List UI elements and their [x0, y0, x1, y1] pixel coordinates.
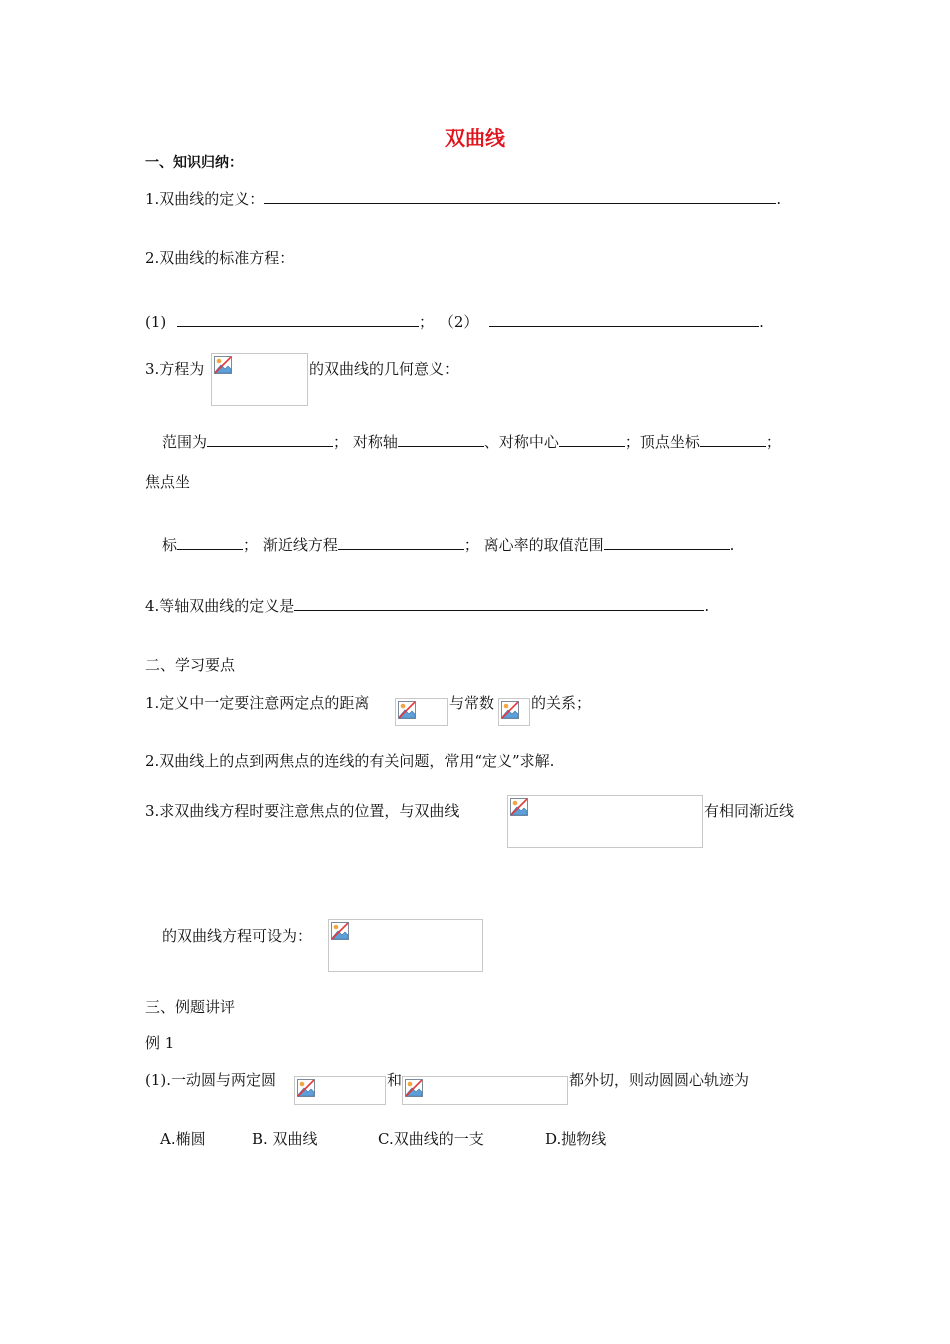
distance-image: [395, 698, 448, 726]
properties-line3: [162, 534, 734, 555]
keypoint3-post: 有相同渐近线: [704, 802, 795, 820]
standard-equation-label: 2.双曲线的标准方程：: [145, 249, 295, 267]
eq-separator: ；: [419, 313, 435, 331]
keypoint1-pre: 1.定义中一定要注意两定点的距离: [145, 694, 370, 712]
eq-part2-label: （2）: [438, 313, 479, 331]
circle2-image: [402, 1076, 568, 1105]
keypoint3-cont: 的双曲线方程可设为：: [162, 927, 313, 945]
section-heading-key-points: 二、学习要点: [145, 656, 236, 674]
sep: ；: [243, 536, 259, 554]
broken-image-icon: [330, 921, 350, 941]
sep: ；: [333, 433, 349, 451]
asymptote-blank[interactable]: [338, 534, 464, 550]
equilateral-line: [145, 595, 709, 616]
eccentricity-blank[interactable]: [604, 534, 730, 550]
broken-image-icon: [404, 1078, 424, 1098]
broken-image-icon: [500, 700, 520, 720]
question1-mid: 和: [387, 1071, 403, 1089]
equation-image: [211, 353, 308, 406]
keypoint1-post: 的关系；: [531, 694, 592, 712]
end: .: [704, 597, 710, 615]
option-c[interactable]: C.双曲线的一支: [378, 1130, 484, 1148]
focus-label-end: 标: [162, 536, 178, 554]
equilateral-label: 4.等轴双曲线的定义是: [145, 597, 295, 615]
question1-post: 都外切，则动圆圆心轨迹为: [569, 1071, 750, 1089]
broken-image-icon: [397, 700, 417, 720]
asymptote-label: 渐近线方程: [262, 536, 338, 554]
definition-line: [145, 188, 781, 209]
standard-equation-blanks: [145, 311, 764, 332]
eq-part1-blank[interactable]: [177, 311, 419, 327]
geometric-meaning-after: 的双曲线的几何意义：: [309, 360, 460, 378]
constant-image: [498, 698, 530, 726]
vertex-label: ；顶点坐标: [624, 433, 700, 451]
center-label: 、对称中心: [483, 433, 559, 451]
circle1-image: [294, 1076, 386, 1105]
eccentricity-label: 离心率的取值范围: [483, 536, 604, 554]
broken-image-icon: [213, 355, 233, 375]
sep: ；: [765, 433, 781, 451]
broken-image-icon: [296, 1078, 316, 1098]
question1-pre: (1).一动圆与两定圆: [145, 1071, 277, 1089]
eq-part1-label: (1): [145, 313, 167, 331]
option-b[interactable]: B. 双曲线: [252, 1130, 318, 1148]
keypoint3-pre: 3.求双曲线方程时要注意焦点的位置，与双曲线: [145, 802, 460, 820]
axis-blank[interactable]: [398, 431, 484, 447]
vertex-blank[interactable]: [700, 431, 766, 447]
hyperbola-image: [507, 795, 703, 848]
definition-label: 1.双曲线的定义：: [145, 190, 265, 208]
option-d[interactable]: D.抛物线: [545, 1130, 607, 1148]
geometric-meaning-label: 3.方程为: [145, 360, 205, 378]
keypoint1-mid: 与常数: [449, 694, 495, 712]
end: .: [729, 536, 735, 554]
focus-blank[interactable]: [177, 534, 243, 550]
set-equation-image: [328, 919, 483, 972]
axis-label: 对称轴: [352, 433, 398, 451]
range-label: 范围为: [162, 433, 208, 451]
range-blank[interactable]: [207, 431, 333, 447]
keypoint2: 2.双曲线上的点到两焦点的连线的有关问题，常用“定义”求解.: [145, 752, 555, 770]
center-blank[interactable]: [559, 431, 625, 447]
focus-label-start: 焦点坐: [145, 473, 191, 491]
properties-line1: [162, 431, 781, 452]
example-label: 例 1: [145, 1034, 175, 1052]
eq-end: .: [759, 313, 764, 331]
option-a[interactable]: A.椭圆: [160, 1130, 206, 1148]
section-heading-examples: 三、例题讲评: [145, 998, 236, 1016]
sep: ；: [463, 536, 479, 554]
definition-end: .: [776, 190, 782, 208]
eq-part2-blank[interactable]: [489, 311, 759, 327]
equilateral-blank[interactable]: [294, 595, 704, 611]
section-heading-knowledge: 一、知识归纳：: [145, 155, 243, 171]
broken-image-icon: [509, 797, 529, 817]
page-title: 双曲线: [445, 126, 505, 150]
definition-blank[interactable]: [264, 188, 776, 204]
